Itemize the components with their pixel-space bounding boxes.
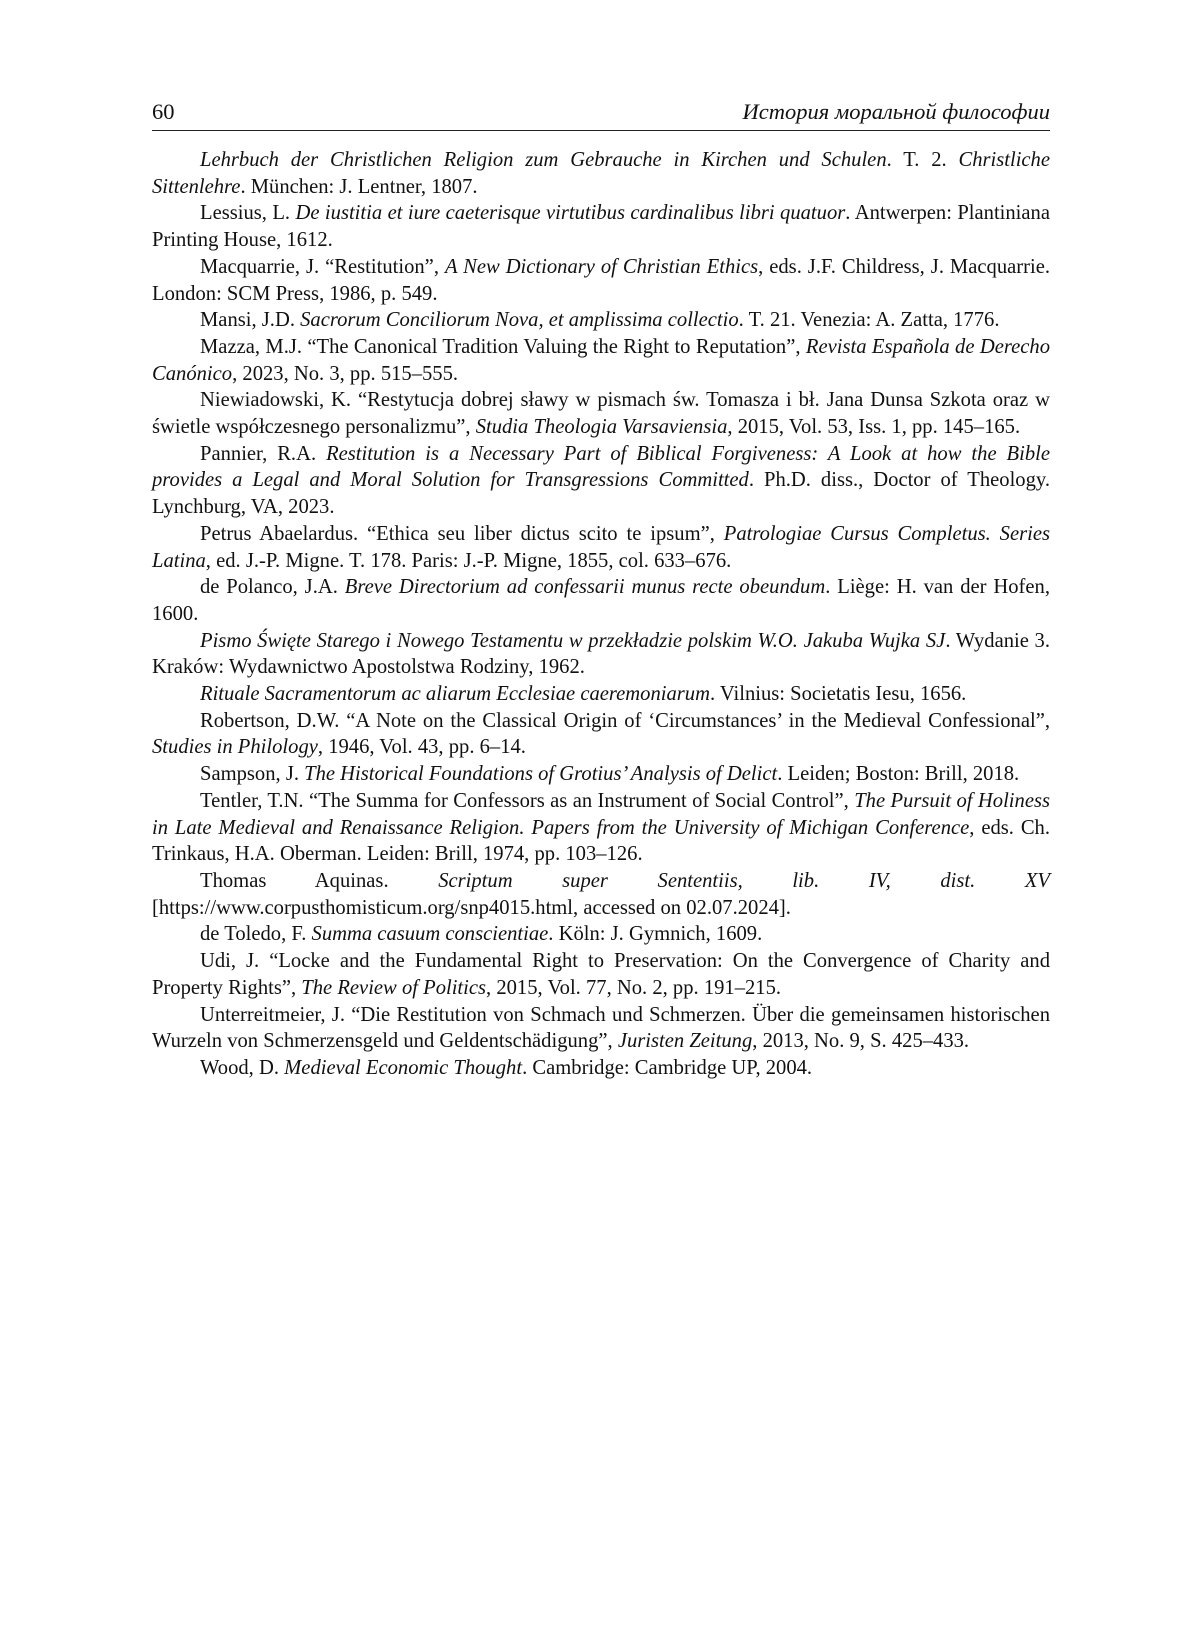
reference-text: . Liège: H. van der Hofen, 1600. — [152, 576, 1050, 625]
reference-title: Lehrbuch der Christlichen Religion zum Gebrauche in Kirchen und Schulen — [200, 149, 887, 171]
reference-text: Niewiadowski, K. “Restytucja dobrej sławy w pismach św. Tomasza i bł. Jana Dunsa Szkota oraz w świetle współczesnego personalizmu”, — [152, 389, 1050, 439]
reference-text: Unterreitmeier, J. “Die Restitution von Schmach und Schmerzen. Über die gemeinsamen historischen Wurzeln von Schmerzensgeld und Geldentschädigung”, — [152, 1003, 1050, 1053]
reference-title: Revista Española de Derecho Canónico — [152, 335, 1050, 385]
reference-text: Petrus Abaelardus. “Ethica seu liber dictus scito te ipsum”, — [200, 522, 724, 545]
running-header — [152, 98, 1050, 131]
reference-entry — [152, 521, 1050, 574]
reference-text: . München: J. Lentner, 1807. — [240, 175, 478, 198]
reference-entry — [152, 441, 1050, 521]
reference-title: Medieval Economic Thought — [284, 1056, 523, 1079]
reference-entry — [152, 708, 1050, 761]
reference-entry — [152, 628, 1050, 681]
reference-entry — [152, 921, 1050, 948]
reference-entry — [152, 788, 1050, 868]
reference-title: Breve Directorium ad confessarii munus recte obeundum — [344, 576, 826, 599]
reference-text: , 2015, Vol. 77, No. 2, pp. 191–215. — [486, 976, 782, 999]
running-title: История моральной философии — [742, 99, 1050, 124]
reference-text: , ed. J.-P. Migne. T. 178. Paris: J.-P. Migne, 1855, col. 633–676. — [205, 549, 732, 572]
reference-entry — [152, 681, 1050, 708]
reference-text: Mansi, J.D. — [200, 309, 301, 332]
page-number: 60 — [152, 99, 175, 124]
reference-entry — [152, 387, 1050, 440]
reference-text: Pannier, R.A. — [200, 442, 327, 465]
reference-entry — [152, 868, 1050, 921]
reference-title: The Historical Foundations of Grotius’ Analysis of Delict — [304, 763, 778, 786]
reference-text: . T. 2. — [886, 149, 959, 171]
reference-text: , eds. J.F. Childress, J. Macquarrie. London: SCM Press, 1986, p. 549. — [152, 255, 1050, 305]
reference-entry — [152, 200, 1050, 253]
reference-text: [https://www.corpusthomisticum.org/snp4015.html, accessed on 02.07.2024]. — [152, 896, 791, 919]
reference-entry — [152, 1055, 1050, 1082]
reference-list — [152, 147, 1050, 1082]
reference-text: . Vilnius: Societatis Iesu, 1656. — [709, 683, 967, 706]
reference-text: Mazza, M.J. “The Canonical Tradition Valuing the Right to Reputation”, — [200, 335, 806, 358]
reference-text: , eds. Ch. Trinkaus, H.A. Oberman. Leiden: Brill, 1974, pp. 103–126. — [152, 816, 1051, 866]
reference-text: Tentler, T.N. “The Summa for Confessors as an Instrument of Social Control”, — [200, 789, 855, 812]
reference-title: Patrologiae Cursus Completus. Series Latina — [152, 522, 1050, 572]
reference-text: Thomas Aquinas. — [200, 869, 439, 892]
reference-entry — [152, 948, 1050, 1001]
reference-text: , 1946, Vol. 43, pp. 6–14. — [317, 736, 526, 759]
reference-text: , 2023, No. 3, pp. 515–555. — [232, 362, 459, 385]
reference-text: . Wydanie 3. Kraków: Wydawnictwo Apostolstwa Rodziny, 1962. — [152, 629, 1050, 679]
reference-text: , 2015, Vol. 53, Iss. 1, pp. 145–165. — [727, 416, 1021, 439]
reference-entry — [152, 307, 1050, 334]
reference-text: . Antwerpen: Plantiniana Printing House, 1612. — [152, 202, 1050, 252]
reference-title: Christliche Sittenlehre — [152, 149, 1050, 198]
reference-text: Lessius, L. — [200, 202, 296, 225]
reference-title: Pismo Święte Starego i Nowego Testamentu w przekładzie polskim W.O. Jakuba Wujka SJ — [200, 629, 946, 652]
reference-text: . Köln: J. Gymnich, 1609. — [548, 923, 763, 946]
reference-title: The Review of Politics — [301, 976, 487, 999]
reference-text: . Leiden; Boston: Brill, 2018. — [777, 763, 1020, 786]
reference-title: Studies in Philology — [152, 736, 318, 759]
page — [152, 98, 1050, 1082]
reference-entry — [152, 254, 1050, 307]
reference-title: A New Dictionary of Christian Ethics — [444, 255, 759, 278]
reference-text: Robertson, D.W. “A Note on the Classical Origin of ‘Circumstances’ in the Medieval Confessional”, — [200, 709, 1050, 732]
reference-text: Udi, J. “Locke and the Fundamental Right to Preservation: On the Convergence of Charity and Property Rights”, — [152, 950, 1050, 999]
reference-title: Scriptum super Sententiis, lib. IV, dist. XV — [438, 869, 1051, 892]
reference-title: Sacrorum Conciliorum Nova, et amplissima collectio — [300, 309, 739, 332]
reference-entry — [152, 334, 1050, 387]
reference-title: Restitution is a Necessary Part of Biblical Forgiveness: A Look at how the Bible provides a Legal and Moral Solution for Transgressions Committed — [152, 442, 1051, 492]
reference-entry — [152, 574, 1050, 627]
reference-title: Summa casuum conscientiae — [311, 923, 549, 946]
reference-title: The Pursuit of Holiness in Late Medieval and Renaissance Religion. Papers from the University of Michigan Conference — [152, 789, 1050, 839]
reference-text: , 2013, No. 9, S. 425–433. — [752, 1030, 970, 1053]
reference-entry — [152, 761, 1050, 788]
reference-text: de Toledo, F. — [200, 923, 312, 946]
reference-text: Wood, D. — [200, 1056, 285, 1079]
reference-text: . Ph.D. diss., Doctor of Theology. Lynchburg, VA, 2023. — [152, 469, 1050, 519]
reference-entry — [152, 1002, 1050, 1055]
reference-text: . T. 21. Venezia: A. Zatta, 1776. — [738, 309, 1000, 332]
reference-text: Macquarrie, J. “Restitution”, — [200, 255, 445, 278]
reference-title: Juristen Zeitung — [617, 1030, 753, 1053]
reference-text: de Polanco, J.A. — [200, 576, 345, 599]
reference-text: . Cambridge: Cambridge UP, 2004. — [522, 1056, 813, 1079]
reference-text: Sampson, J. — [200, 763, 305, 786]
reference-title: Studia Theologia Varsaviensia — [475, 416, 728, 439]
reference-entry — [152, 147, 1050, 200]
reference-title: Rituale Sacramentorum ac aliarum Ecclesiae caeremoniarum — [200, 683, 710, 706]
reference-title: De iustitia et iure caeterisque virtutibus cardinalibus libri quatuor — [295, 202, 846, 225]
